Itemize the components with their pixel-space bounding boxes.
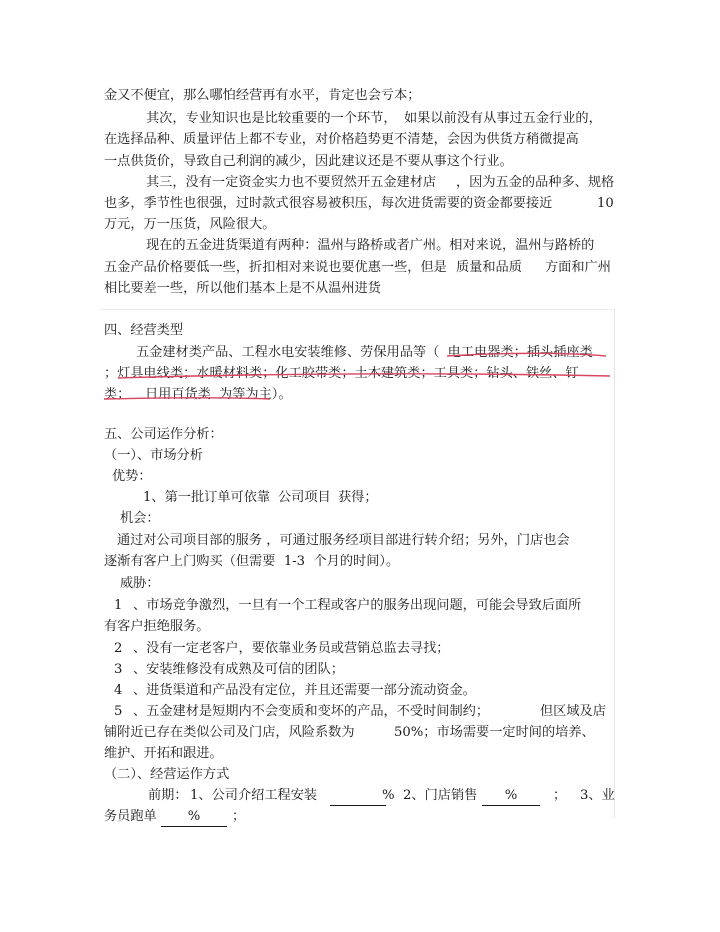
paragraph-line: 五金产品价格要低一些，折扣相对来说也要优惠一些，但是 <box>104 260 447 275</box>
paragraph-line: 金又不便宜，那么哪怕经营再有水平，肯定也会亏本； <box>104 88 421 103</box>
list-item: 、安装维修没有成熟及可信的团队； <box>133 662 344 677</box>
percent-sign: % <box>504 788 518 803</box>
list-number: 1 <box>114 598 123 613</box>
blank-field-engineering <box>330 787 386 806</box>
paragraph-line: 方面和广州 <box>545 260 611 275</box>
paragraph-line: 相比要差一些，所以他们基本上是不从温州进货 <box>104 281 381 296</box>
list-item: 但区域及店 <box>540 704 606 719</box>
list-item: 有客户拒绝服务。 <box>104 619 210 634</box>
paragraph-line: 类； <box>104 387 131 402</box>
paragraph-line: 其次，专业知识也是比较重要的一个环节， <box>146 111 397 126</box>
list-number: 4 <box>114 683 123 698</box>
paragraph-line: 为等为主）。 <box>219 387 292 402</box>
paragraph-line: ，因为五金的品种多、规格 <box>456 175 615 190</box>
label-threat: 威胁： <box>120 576 160 591</box>
paragraph-line: 一点供货价，导致自己利润的减少，因此建议还是不要从事这个行业。 <box>104 154 513 169</box>
paragraph-line: 五金建材类产品、工程水电安装维修、劳保用品等（ 电工电器类；插头插座类 <box>136 345 593 360</box>
paragraph-line: 通过对公司项目部的服务 ，可通过服务经项目部进行转介绍；另外，门店也会 <box>117 533 570 548</box>
list-item: 、没有一定老客户，要依靠业务员或营销总监去寻找； <box>133 641 450 656</box>
list-item: 、五金建材是短期内不会变质和变坏的产品，不受时间制约； <box>133 704 490 719</box>
list-number: 3 <box>114 662 123 677</box>
paragraph-line: 2、门店销售 <box>403 788 478 803</box>
list-number: 2 <box>114 641 123 656</box>
blank-field-store <box>482 787 540 806</box>
paragraph-line: 3、业 <box>580 788 615 803</box>
paragraph-line: 现在的五金进货渠道有两种：温州与路桥或者广州。相对来说，温州与路桥的 <box>146 238 595 253</box>
paragraph-line: 1、公司介绍工程安装 <box>190 788 318 803</box>
paragraph-line: 在选择品种、质量评估上都不专业，对价格趋势更不清楚，会因为供货方稍微提高 <box>104 132 579 147</box>
label-opportunity: 机会： <box>120 511 160 526</box>
percent-sign: % <box>382 788 395 803</box>
paragraph-line: 10 <box>597 196 614 211</box>
subsection-heading: （二）、经营运作方式 <box>104 767 230 782</box>
section-heading: 四、经营类型 <box>104 323 184 338</box>
label-advantage: 优势： <box>112 469 152 484</box>
paragraph-line: 公司项目 <box>278 490 331 505</box>
paragraph-line: 前期： <box>148 788 188 803</box>
paragraph-line: ；灯具电线类；水暖材料类；化工胶带类；土木建筑类；工具类；钻头、铁丝、钉 <box>104 366 579 381</box>
paragraph-line: ； <box>553 788 567 803</box>
paragraph-line: 质量和品质 <box>456 260 522 275</box>
paragraph-line: 务员跑单 <box>104 809 157 824</box>
blank-field-salesman <box>161 808 227 827</box>
section-heading: 五、公司运作分析： <box>104 427 223 442</box>
paragraph-line: 如果以前没有从事过五金行业的， <box>404 111 602 126</box>
paragraph-line: ； <box>232 809 246 824</box>
percent-sign: % <box>187 809 201 824</box>
paragraph-line: 1、第一批订单可依靠 <box>143 490 271 505</box>
paragraph-line: 其三，没有一定资金实力也不要贸然开五金建材店 <box>146 175 437 190</box>
list-item: 铺附近已存在类似公司及门店，风险系数为 <box>104 725 355 740</box>
paragraph-line: 日用百货类 <box>145 387 211 402</box>
paragraph-line: 也多，季节性也很强，过时款式很容易被积压，每次进货需要的资金都要接近 <box>104 196 553 211</box>
subsection-heading: （一）、市场分析 <box>104 448 203 463</box>
list-number: 5 <box>114 704 123 719</box>
list-item: 、进货渠道和产品没有定位，并且还需要一部分流动资金。 <box>133 683 476 698</box>
paragraph-line: 万元，万一压货，风险很大。 <box>104 217 276 232</box>
list-item: 、市场竞争激烈，一旦有一个工程或客户的服务出现问题，可能会导致后面所 <box>133 598 582 613</box>
paragraph-line: 获得； <box>338 490 378 505</box>
list-item: 维护、开拓和跟进。 <box>104 746 223 761</box>
list-item: 50%；市场需要一定时间的培养、 <box>394 725 595 740</box>
paragraph-line: 逐渐有客户上门购买（但需要 1-3 个月的时间）。 <box>104 554 400 569</box>
